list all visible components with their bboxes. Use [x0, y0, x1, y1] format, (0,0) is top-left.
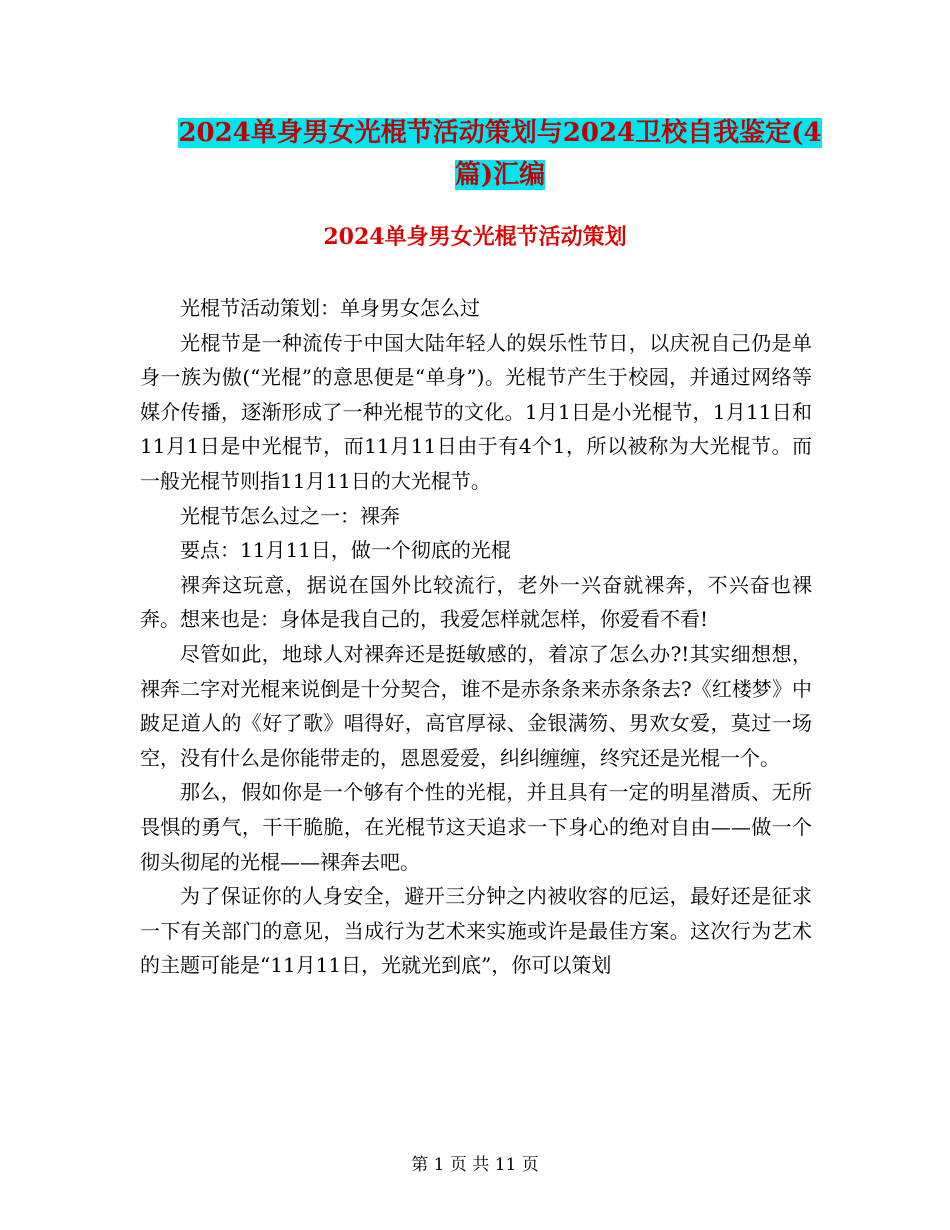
paragraph: 光棍节活动策划：单身男女怎么过 — [180, 296, 480, 320]
paragraph: 裸奔这玩意，据说在国外比较流行，老外一兴奋就裸奔，不兴奋也裸奔。想来也是：身体是我自己的，我爱怎样就怎样，你爱看不看! — [140, 572, 812, 632]
paragraph: 那么，假如你是一个够有个性的光棍，并且具有一定的明星潜质、无所畏惧的勇气，干干脆脆，在光棍节这天追求一下身心的绝对自由——做一个彻头彻尾的光棍——裸奔去吧。 — [140, 780, 812, 874]
paragraph: 光棍节怎么过之一：裸奔 — [180, 503, 400, 528]
paragraph: 光棍节是一种流传于中国大陆年轻人的娱乐性节日，以庆祝自己仍是单身一族为傲(“光棍”的意思便是“单身”)。光棍节产生于校园，并通过网络等媒介传播，逐渐形成了一种光棍节的文化。1月1日是小光棍节，1月11日和11月1日是中光棍节，而11月11日由于有4个1，所以被称为大光棍节。而一般光棍节则指11月11日的大光棍节。 — [140, 330, 812, 493]
document-title-line-2: 篇)汇编 — [454, 160, 546, 190]
document-title-line-1: 2024单身男女光棍节活动策划与2024卫校自我鉴定(4 — [178, 118, 822, 148]
page-footer: 第 1 页 共 11 页 — [411, 1155, 539, 1175]
document-body — [140, 291, 812, 983]
paragraph: 要点：11月11日，做一个彻底的光棍 — [180, 538, 511, 563]
paragraph: 为了保证你的人身安全，避开三分钟之内被收容的厄运，最好还是征求一下有关部门的意见，当成行为艺术来实施或许是最佳方案。这次行为艺术的主题可能是“11月11日，光就光到底”，你可以策划 — [140, 884, 812, 978]
section-title: 2024单身男女光棍节活动策划 — [323, 224, 627, 250]
document-title — [140, 112, 860, 196]
paragraph: 尽管如此，地球人对裸奔还是挺敏感的，着凉了怎么办?!其实细想想，裸奔二字对光棍来说倒是十分契合，谁不是赤条条来赤条条去?《红楼梦》中跛足道人的《好了歌》唱得好，高官厚禄、金银满笏、男欢女爱，莫过一场空，没有什么是你能带走的，恩恩爱爱，纠纠缠缠，终究还是光棍一个。 — [140, 641, 812, 770]
